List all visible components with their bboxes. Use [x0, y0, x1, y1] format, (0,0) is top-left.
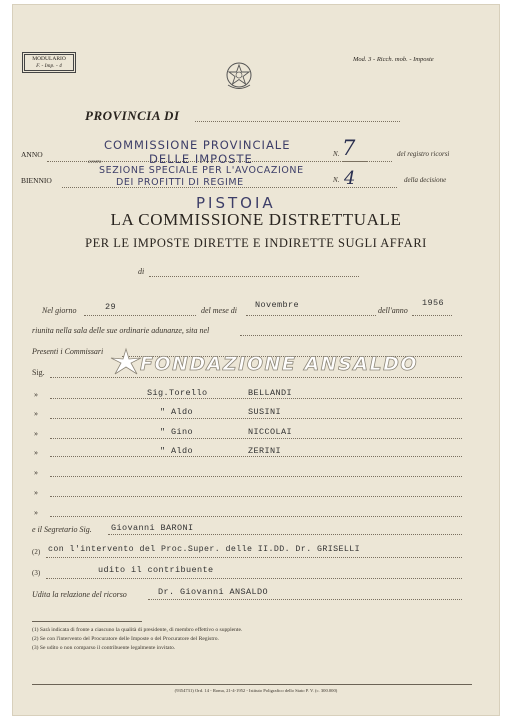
mese-line-fill	[246, 315, 376, 316]
ovvero-label: ovvero	[88, 160, 102, 165]
document-subtitle: PER LE IMPOSTE DIRETTE E INDIRETTE SUGLI AFFARI	[85, 236, 427, 250]
anno-label: ANNO	[21, 150, 43, 159]
member-row-guillemet: »	[34, 468, 38, 477]
anno-date-value: 1956	[422, 298, 445, 308]
member-first-name: " Aldo	[160, 446, 194, 456]
stamp-line-4: DEI PROFITTI DI REGIME	[116, 177, 244, 188]
member-line	[50, 476, 462, 477]
biennio-label: BIENNIO	[21, 176, 52, 185]
di-line	[149, 276, 359, 277]
member-line	[50, 418, 462, 419]
decisione-label: della decisione	[404, 176, 447, 184]
member-row-guillemet: »	[34, 409, 38, 418]
member-row-guillemet: »	[34, 448, 38, 457]
member-first-name: " Gino	[160, 427, 194, 437]
relazione-value: Dr. Giovanni ANSALDO	[158, 587, 269, 597]
riunita-line	[240, 335, 462, 336]
row3-value: udito il contribuente	[98, 565, 214, 575]
row2-value: con l'intervento del Proc.Super. delle II.DD. Dr. GRISELLI	[48, 545, 360, 554]
segretario-label: e il Segretario Sig.	[32, 525, 92, 534]
giorno-label: Nel giorno	[42, 306, 77, 315]
footnote-1: (1) Sarà indicata di fronte a ciascuno la qualità di presidente, di membro effettivo o supplente.	[32, 627, 243, 633]
member-last-name: NICCOLAI	[248, 427, 293, 437]
footnote-divider	[32, 621, 142, 622]
member-row-guillemet: »	[34, 390, 38, 399]
di-label: di	[138, 267, 145, 276]
print-info: (9354731) Ord. 14 - Roma, 21-4-1952 - Istituto Poligrafico dello Stato P. V. (c. 300.000)	[174, 688, 338, 693]
registro-label: del registro ricorsi	[397, 150, 450, 158]
member-line	[50, 456, 462, 457]
footnote-3: (3) Se udito o non comparso il contribuente legalmente invitato.	[32, 645, 176, 651]
pistoia-stamp: PISTOIA	[196, 194, 276, 212]
mese-value: Novembre	[255, 300, 300, 310]
giorno-line	[84, 315, 196, 316]
bottom-rule	[32, 684, 472, 685]
footnote-2: (2) Se con l'intervento del Procuratore delle Imposte o del Procuratore del Registro.	[32, 636, 219, 642]
member-row-guillemet: »	[34, 429, 38, 438]
member-line	[50, 516, 462, 517]
member-last-name: ZERINI	[248, 446, 282, 456]
presenti-label: Presenti i Commissari	[32, 347, 104, 356]
stamp-line-3: SEZIONE SPECIALE PER L'AVOCAZIONE	[99, 165, 304, 176]
n-label-decisione: N.	[333, 176, 340, 184]
member-first-name: Sig.Torello	[147, 388, 208, 398]
watermark-text: FONDAZIONE ANSALDO	[140, 353, 419, 375]
watermark-logo-icon	[109, 347, 143, 377]
row2-mark: (2)	[32, 548, 41, 556]
provincia-label: PROVINCIA DI	[85, 108, 180, 123]
member-row-guillemet: »	[34, 488, 38, 497]
member-line	[50, 438, 462, 439]
mese-label: del mese di	[201, 306, 237, 315]
row3-mark: (3)	[32, 569, 41, 577]
registro-handwritten-number: 7	[342, 136, 356, 160]
row3-line	[46, 578, 462, 579]
row2-line	[46, 557, 462, 558]
document-sheet	[12, 4, 500, 716]
relazione-line	[148, 599, 462, 600]
n-label-registro: N.	[333, 150, 340, 158]
member-row-guillemet: »	[34, 508, 38, 517]
modulario-code: F. - Imp. - 4	[36, 62, 62, 69]
anno-date-line	[412, 315, 452, 316]
relazione-label: Udita la relazione del ricorso	[32, 590, 127, 599]
giorno-value: 29	[105, 302, 117, 312]
member-last-name: SUSINI	[248, 407, 282, 417]
decisione-handwritten-number: 4	[344, 168, 356, 189]
anno-date-label: dell'anno	[378, 306, 408, 315]
stamp-line-2: DELLE IMPOSTE	[149, 152, 253, 166]
member-last-name: BELLANDI	[248, 388, 293, 398]
member-first-name: " Aldo	[160, 407, 194, 417]
segretario-line	[108, 534, 462, 535]
sig-line	[50, 377, 462, 378]
emblem-icon	[222, 59, 256, 93]
registro-number-line	[342, 161, 392, 162]
modulario-label: MODULARIO	[32, 56, 66, 62]
modulario-box	[24, 54, 74, 71]
form-code: Mod. 3 - Ricch. mob. - Imposte	[353, 56, 434, 63]
sig-label: Sig.	[32, 368, 45, 377]
stamp-line-1: COMMISSIONE PROVINCIALE	[104, 138, 291, 152]
provincia-line	[195, 121, 400, 122]
document-title: LA COMMISSIONE DISTRETTUALE	[110, 210, 402, 229]
member-line	[50, 496, 462, 497]
segretario-value: Giovanni BARONI	[111, 523, 194, 533]
riunita-label: riunita nella sala delle sue ordinarie adunanze, sita nel	[32, 326, 210, 335]
member-line	[50, 398, 462, 399]
